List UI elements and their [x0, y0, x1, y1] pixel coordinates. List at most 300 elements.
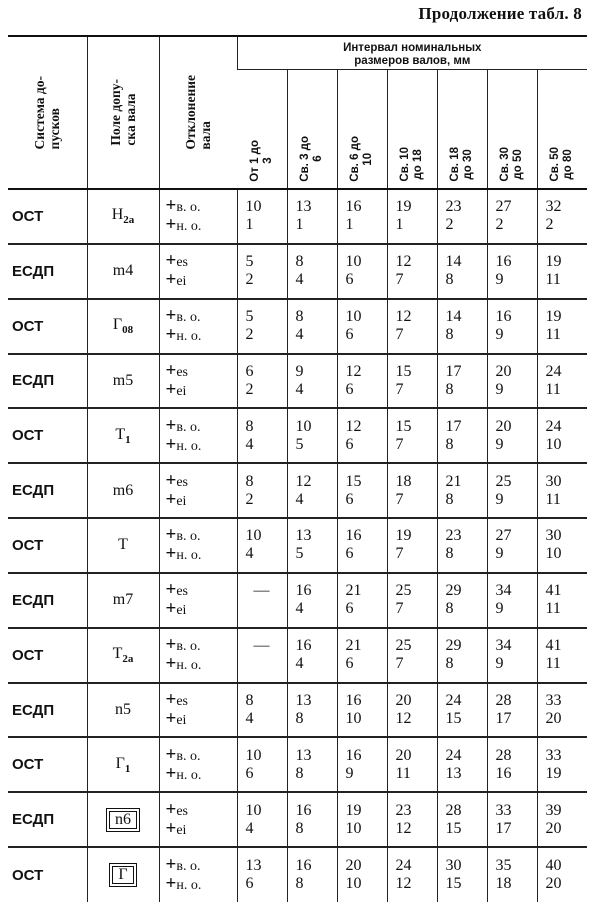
lower-deviation-label: +н. о.	[165, 762, 202, 784]
upper-value: 33	[545, 692, 562, 710]
lower-value: 10	[545, 545, 562, 563]
lower-value: 8	[295, 710, 304, 728]
lower-value	[246, 655, 287, 673]
value-cell	[387, 628, 437, 683]
lower-value: 15	[445, 875, 462, 893]
upper-value: 39	[545, 801, 562, 819]
upper-value: 12	[395, 308, 412, 326]
upper-value: 30	[445, 857, 462, 875]
field-label	[115, 701, 131, 718]
upper-value: 8	[245, 692, 254, 710]
lower-deviation-label: +ei	[165, 708, 187, 730]
field-main: n5	[115, 701, 131, 719]
lower-value: 6	[345, 655, 354, 673]
lower-value: 9	[495, 435, 504, 453]
field-main: m6	[112, 481, 134, 499]
header-interval-title: Интервал номинальных размеров валов, мм	[237, 36, 587, 70]
table-row	[8, 518, 587, 573]
lower-deviation-label: +н. о.	[165, 324, 202, 346]
value-cell	[437, 737, 487, 792]
value-cell	[337, 792, 387, 847]
upper-value: 21	[345, 637, 362, 655]
lower-deviation-label: +ei	[165, 269, 187, 291]
lower-value	[246, 600, 287, 618]
table-row	[8, 628, 587, 683]
field-cell	[87, 354, 159, 409]
lower-value: 4	[245, 710, 254, 728]
lower-value: 6	[245, 875, 254, 893]
value-cell	[237, 354, 287, 409]
lower-value: 9	[495, 380, 504, 398]
upper-deviation-label: +в. о.	[165, 414, 201, 436]
upper-value: 24	[445, 746, 462, 764]
field-label	[113, 262, 133, 279]
value-cell	[437, 573, 487, 628]
lower-value: 2	[245, 271, 254, 289]
field-main: m4	[112, 262, 134, 280]
deviation-cell	[159, 299, 237, 354]
upper-value: 41	[545, 637, 562, 655]
lower-value: 1	[245, 216, 254, 234]
value-cell	[387, 354, 437, 409]
header-interval-4: Св. 10 до 18	[387, 70, 437, 190]
field-main: m7	[112, 591, 134, 609]
upper-value: 33	[495, 801, 512, 819]
value-cell	[487, 189, 537, 244]
value-cell	[487, 354, 537, 409]
lower-value: 9	[345, 764, 354, 782]
upper-deviation-label: +в. о.	[165, 854, 201, 876]
upper-deviation-label: +в. о.	[165, 743, 201, 765]
value-cell	[387, 518, 437, 573]
lower-value: 7	[395, 655, 404, 673]
value-cell	[487, 463, 537, 518]
upper-value: 16	[295, 637, 312, 655]
upper-deviation-label: +в. о.	[165, 634, 201, 656]
lower-value: 11	[545, 655, 561, 673]
lower-value: 17	[495, 710, 512, 728]
value-cell	[537, 299, 587, 354]
value-cell	[487, 737, 537, 792]
field-label	[112, 645, 134, 666]
boxed-field	[106, 808, 140, 832]
system-cell: ОСТ	[8, 189, 87, 244]
deviation-cell	[159, 628, 237, 683]
value-cell	[537, 737, 587, 792]
upper-value: 16	[495, 308, 512, 326]
value-cell	[387, 244, 437, 299]
lower-value: 6	[345, 435, 354, 453]
upper-value: 33	[545, 746, 562, 764]
value-cell	[387, 463, 437, 518]
upper-deviation-label: +es	[165, 579, 188, 601]
upper-value: 10	[245, 527, 262, 545]
value-cell	[287, 299, 337, 354]
value-cell	[237, 408, 287, 463]
upper-value: 17	[445, 417, 462, 435]
value-cell	[437, 847, 487, 902]
value-cell	[537, 408, 587, 463]
value-cell	[337, 847, 387, 902]
value-cell	[437, 628, 487, 683]
value-cell	[237, 463, 287, 518]
upper-value: 12	[295, 472, 312, 490]
value-cell	[287, 792, 337, 847]
upper-value: 15	[345, 472, 362, 490]
field-subscript: 1	[124, 762, 131, 775]
lower-value: 7	[395, 271, 404, 289]
lower-value: 2	[545, 216, 554, 234]
field-cell	[87, 244, 159, 299]
system-cell: ОСТ	[8, 408, 87, 463]
plus-sign: +	[165, 743, 177, 765]
value-cell	[437, 408, 487, 463]
value-cell	[287, 408, 337, 463]
field-main: Г	[112, 316, 123, 334]
upper-value: 34	[495, 582, 512, 600]
upper-value: 10	[245, 801, 262, 819]
lower-deviation-label: +ei	[165, 598, 187, 620]
table-row	[8, 792, 587, 847]
header-interval-1: От 1 до 3	[248, 140, 274, 182]
value-cell	[487, 847, 537, 902]
lower-value: 7	[395, 490, 404, 508]
upper-value: 28	[495, 746, 512, 764]
lower-value: 12	[395, 819, 412, 837]
upper-deviation-label: +es	[165, 250, 188, 272]
field-main: m5	[112, 371, 134, 389]
value-cell	[487, 244, 537, 299]
value-cell	[437, 463, 487, 518]
plus-sign: +	[165, 269, 177, 291]
upper-deviation-label: +es	[165, 359, 188, 381]
lower-value: 1	[345, 216, 354, 234]
field-subscript: 1	[125, 433, 131, 446]
value-cell	[537, 189, 587, 244]
lower-value: 5	[295, 545, 304, 563]
deviation-cell	[159, 408, 237, 463]
upper-value: 5	[245, 308, 254, 326]
value-cell	[437, 683, 487, 738]
field-cell	[87, 628, 159, 683]
value-cell	[387, 189, 437, 244]
value-cell	[287, 189, 337, 244]
lower-value: 9	[495, 326, 504, 344]
upper-value: 16	[295, 582, 312, 600]
field-cell	[87, 189, 159, 244]
table-row	[8, 737, 587, 792]
plus-sign: +	[165, 359, 177, 381]
table-row	[8, 847, 587, 902]
upper-value: 25	[495, 472, 512, 490]
plus-sign: +	[165, 708, 177, 730]
lower-value: 7	[395, 600, 404, 618]
upper-value: 16	[495, 253, 512, 271]
value-cell	[237, 737, 287, 792]
plus-sign: +	[165, 378, 177, 400]
system-cell: ЕСДП	[8, 683, 87, 738]
upper-value: 20	[395, 692, 412, 710]
lower-value: 9	[495, 655, 504, 673]
value-cell	[487, 573, 537, 628]
upper-value: 29	[445, 637, 462, 655]
lower-value: 10	[345, 875, 362, 893]
upper-value: 13	[295, 692, 312, 710]
header-interval-6: Св. 30 до 50	[487, 70, 537, 190]
value-cell	[537, 628, 587, 683]
value-cell	[537, 244, 587, 299]
upper-value: 19	[545, 308, 562, 326]
lower-value: 8	[445, 490, 454, 508]
value-cell	[387, 683, 437, 738]
upper-value: 16	[295, 801, 312, 819]
value-cell	[537, 683, 587, 738]
upper-value: 24	[545, 362, 562, 380]
upper-value: 23	[445, 527, 462, 545]
lower-value: 20	[545, 710, 562, 728]
lower-value: 13	[445, 764, 462, 782]
field-main: n6	[115, 810, 131, 828]
value-cell	[537, 518, 587, 573]
lower-value: 6	[345, 271, 354, 289]
lower-value: 4	[295, 380, 304, 398]
system-cell: ЕСДП	[8, 354, 87, 409]
upper-value: 20	[495, 362, 512, 380]
lower-value: 18	[495, 875, 512, 893]
upper-value: 23	[445, 198, 462, 216]
lower-value: 12	[395, 875, 412, 893]
header-interval-2: Св. 3 до 6	[287, 70, 337, 190]
value-cell	[287, 737, 337, 792]
upper-value: 12	[345, 362, 362, 380]
value-cell	[487, 792, 537, 847]
upper-value: 25	[395, 637, 412, 655]
boxed-field	[109, 863, 136, 887]
upper-value: 13	[295, 746, 312, 764]
upper-value: 10	[245, 746, 262, 764]
table-row	[8, 189, 587, 244]
upper-value: 8	[295, 253, 304, 271]
lower-value: 9	[495, 490, 504, 508]
lower-deviation-label: +н. о.	[165, 653, 202, 675]
lower-value: 11	[395, 764, 411, 782]
field-cell	[87, 518, 159, 573]
upper-value: 35	[495, 857, 512, 875]
value-cell	[337, 683, 387, 738]
upper-value: 24	[395, 857, 412, 875]
upper-value: 25	[395, 582, 412, 600]
value-cell	[287, 847, 337, 902]
value-cell	[387, 792, 437, 847]
lower-value: 8	[295, 819, 304, 837]
field-label	[113, 591, 133, 608]
deviation-cell	[159, 518, 237, 573]
upper-value: 30	[545, 472, 562, 490]
upper-deviation-label: +es	[165, 469, 188, 491]
system-cell: ОСТ	[8, 628, 87, 683]
upper-deviation-label: +в. о.	[165, 524, 201, 546]
lower-value: 11	[545, 380, 561, 398]
deviation-cell	[159, 847, 237, 902]
field-cell	[87, 463, 159, 518]
upper-value: 9	[295, 362, 304, 380]
plus-sign: +	[165, 469, 177, 491]
table-caption: Продолжение табл. 8	[418, 4, 582, 23]
lower-value: 15	[445, 710, 462, 728]
upper-value: 13	[295, 527, 312, 545]
upper-value: 6	[245, 362, 254, 380]
tolerance-table	[8, 35, 587, 902]
lower-value: 2	[245, 380, 254, 398]
lower-value: 11	[545, 326, 561, 344]
lower-deviation-label: +н. о.	[165, 873, 202, 895]
upper-value: 19	[545, 253, 562, 271]
plus-sign: +	[165, 854, 177, 876]
field-cell	[87, 573, 159, 628]
lower-value: 9	[495, 600, 504, 618]
upper-value: 18	[395, 472, 412, 490]
deviation-cell	[159, 463, 237, 518]
field-label	[115, 425, 131, 446]
lower-deviation-label: +н. о.	[165, 543, 202, 565]
upper-value: 10	[295, 417, 312, 435]
lower-value: 8	[445, 655, 454, 673]
upper-value: 21	[445, 472, 462, 490]
upper-value: 15	[395, 417, 412, 435]
upper-value: 5	[245, 253, 254, 271]
upper-value: 16	[345, 692, 362, 710]
plus-sign: +	[165, 324, 177, 346]
lower-value: 6	[345, 380, 354, 398]
upper-value: 27	[495, 527, 512, 545]
upper-value: 20	[395, 746, 412, 764]
lower-value: 2	[245, 490, 254, 508]
upper-value: 41	[545, 582, 562, 600]
lower-value: 6	[345, 490, 354, 508]
field-cell	[87, 683, 159, 738]
upper-value: 19	[395, 198, 412, 216]
value-cell	[437, 244, 487, 299]
upper-value: 16	[345, 527, 362, 545]
field-subscript: 2a	[122, 653, 134, 666]
upper-value: 8	[245, 472, 254, 490]
value-cell	[537, 354, 587, 409]
lower-value: 8	[445, 326, 454, 344]
upper-value: 40	[545, 857, 562, 875]
lower-value: 7	[395, 545, 404, 563]
lower-value: 4	[245, 435, 254, 453]
upper-deviation-label: +в. о.	[165, 195, 201, 217]
lower-deviation-label: +н. о.	[165, 214, 202, 236]
table-row	[8, 683, 587, 738]
value-cell	[437, 518, 487, 573]
field-label	[111, 206, 135, 227]
value-cell	[337, 244, 387, 299]
deviation-cell	[159, 189, 237, 244]
field-subscript: 08	[122, 324, 134, 337]
value-cell	[287, 463, 337, 518]
lower-deviation-label: +ei	[165, 817, 187, 839]
header-interval-7: Св. 50 до 80	[537, 70, 587, 190]
upper-value: 34	[495, 637, 512, 655]
lower-value: 10	[545, 435, 562, 453]
header-interval-3: Св. 6 до 10	[337, 70, 387, 190]
lower-value: 15	[445, 819, 462, 837]
plus-sign: +	[165, 433, 177, 455]
upper-value: 14	[445, 253, 462, 271]
value-cell	[337, 737, 387, 792]
lower-value: 20	[545, 875, 562, 893]
system-cell: ЕСДП	[8, 463, 87, 518]
system-cell: ЕСДП	[8, 244, 87, 299]
lower-value: 8	[295, 875, 304, 893]
lower-value: 4	[295, 271, 304, 289]
plus-sign: +	[165, 762, 177, 784]
lower-value: 12	[395, 710, 412, 728]
plus-sign: +	[165, 873, 177, 895]
lower-value: 20	[545, 819, 562, 837]
value-cell	[437, 299, 487, 354]
plus-sign: +	[165, 598, 177, 620]
value-cell	[337, 573, 387, 628]
lower-value: 6	[245, 764, 254, 782]
value-cell	[237, 628, 287, 683]
lower-value: 17	[495, 819, 512, 837]
plus-sign: +	[165, 634, 177, 656]
deviation-cell	[159, 354, 237, 409]
field-label	[118, 536, 128, 553]
value-cell	[487, 299, 537, 354]
upper-value: 10	[345, 308, 362, 326]
value-cell	[437, 354, 487, 409]
value-cell	[237, 683, 287, 738]
value-cell	[387, 573, 437, 628]
lower-value: 4	[295, 600, 304, 618]
table-row	[8, 299, 587, 354]
deviation-cell	[159, 244, 237, 299]
lower-value: 11	[545, 271, 561, 289]
value-cell	[487, 408, 537, 463]
value-cell	[337, 628, 387, 683]
lower-value: 2	[245, 326, 254, 344]
upper-deviation-label: +es	[165, 798, 188, 820]
value-cell	[287, 628, 337, 683]
upper-value: 8	[245, 417, 254, 435]
value-cell	[287, 683, 337, 738]
table-row	[8, 244, 587, 299]
lower-value: 6	[345, 600, 354, 618]
system-cell: ОСТ	[8, 299, 87, 354]
lower-value: 9	[495, 271, 504, 289]
field-cell	[87, 408, 159, 463]
value-cell	[337, 408, 387, 463]
system-cell: ОСТ	[8, 737, 87, 792]
field-cell	[87, 792, 159, 847]
upper-value: 20	[495, 417, 512, 435]
plus-sign: +	[165, 414, 177, 436]
table-row	[8, 408, 587, 463]
table-row	[8, 573, 587, 628]
plus-sign: +	[165, 214, 177, 236]
value-cell	[237, 792, 287, 847]
upper-value: 16	[345, 198, 362, 216]
lower-value: 9	[495, 545, 504, 563]
plus-sign: +	[165, 579, 177, 601]
field-label	[115, 754, 131, 775]
value-cell	[287, 244, 337, 299]
upper-value: 27	[495, 198, 512, 216]
value-cell	[537, 573, 587, 628]
